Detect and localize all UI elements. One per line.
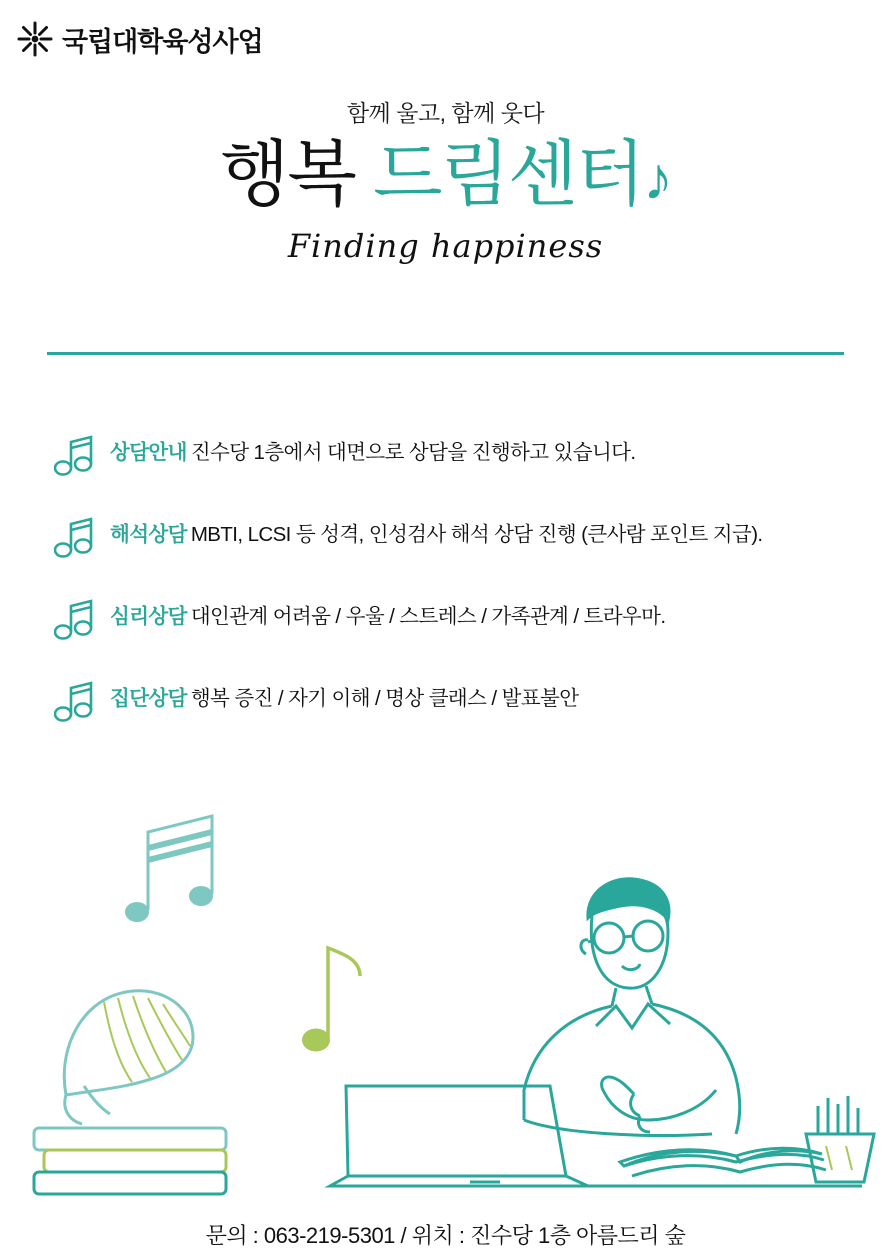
brand-logo — [14, 18, 263, 60]
list-item-tag: 집단상담 — [110, 687, 187, 710]
list-item-text — [110, 430, 635, 476]
brand-logo-text: 국립대학육성사업 — [62, 26, 263, 57]
page-title-part-1: 행복 — [219, 135, 355, 215]
single-music-note-icon — [302, 948, 360, 1052]
asterisk-burst-icon — [14, 18, 56, 60]
poster-subtitle: 함께 울고, 함께 웃다 — [346, 100, 545, 126]
poster-script-tagline: Finding happiness — [287, 226, 604, 265]
list-item-text — [110, 594, 665, 640]
double-music-note-icon — [54, 432, 110, 480]
list-item-tag: 상담안내 — [110, 441, 187, 464]
page-title-part-2: 드림센터 — [372, 135, 644, 215]
page-title — [0, 134, 891, 217]
poster-header — [0, 95, 891, 265]
list-item-body: 행복 증진 / 자기 이해 / 명상 클래스 / 발표불안 — [190, 687, 579, 710]
header-divider — [47, 352, 844, 355]
person-at-desk-with-laptop-icon — [330, 879, 874, 1186]
service-list — [54, 430, 854, 758]
double-music-note-icon — [54, 514, 110, 562]
list-item — [54, 676, 854, 758]
list-item-tag: 심리상담 — [110, 605, 187, 628]
double-music-note-icon — [54, 678, 110, 726]
list-item-body: 대인관계 어려움 / 우울 / 스트레스 / 가족관계 / 트라우마. — [190, 605, 666, 628]
list-item-body: MBTI, LCSI 등 성격, 인성검사 해석 상담 진행 (큰사람 포인트 지급). — [190, 523, 763, 546]
list-item-text — [110, 512, 763, 558]
contact-info: 문의 : 063-219-5301 / 위치 : 진수당 1층 아름드리 숲 — [205, 1223, 686, 1248]
list-item-body: 진수당 1층에서 대면으로 상담을 진행하고 있습니다. — [190, 441, 636, 464]
list-item — [54, 430, 854, 512]
list-item-tag: 해석상담 — [110, 523, 187, 546]
floating-music-notes-icon — [125, 816, 213, 922]
music-note-icon: ♪ — [643, 145, 672, 212]
list-item-text — [110, 676, 578, 722]
pencil-cup-icon — [806, 1096, 874, 1182]
list-item — [54, 512, 854, 594]
poster-illustration — [0, 790, 891, 1205]
gramophone-on-books-icon — [34, 991, 226, 1194]
list-item — [54, 594, 854, 676]
double-music-note-icon — [54, 596, 110, 644]
